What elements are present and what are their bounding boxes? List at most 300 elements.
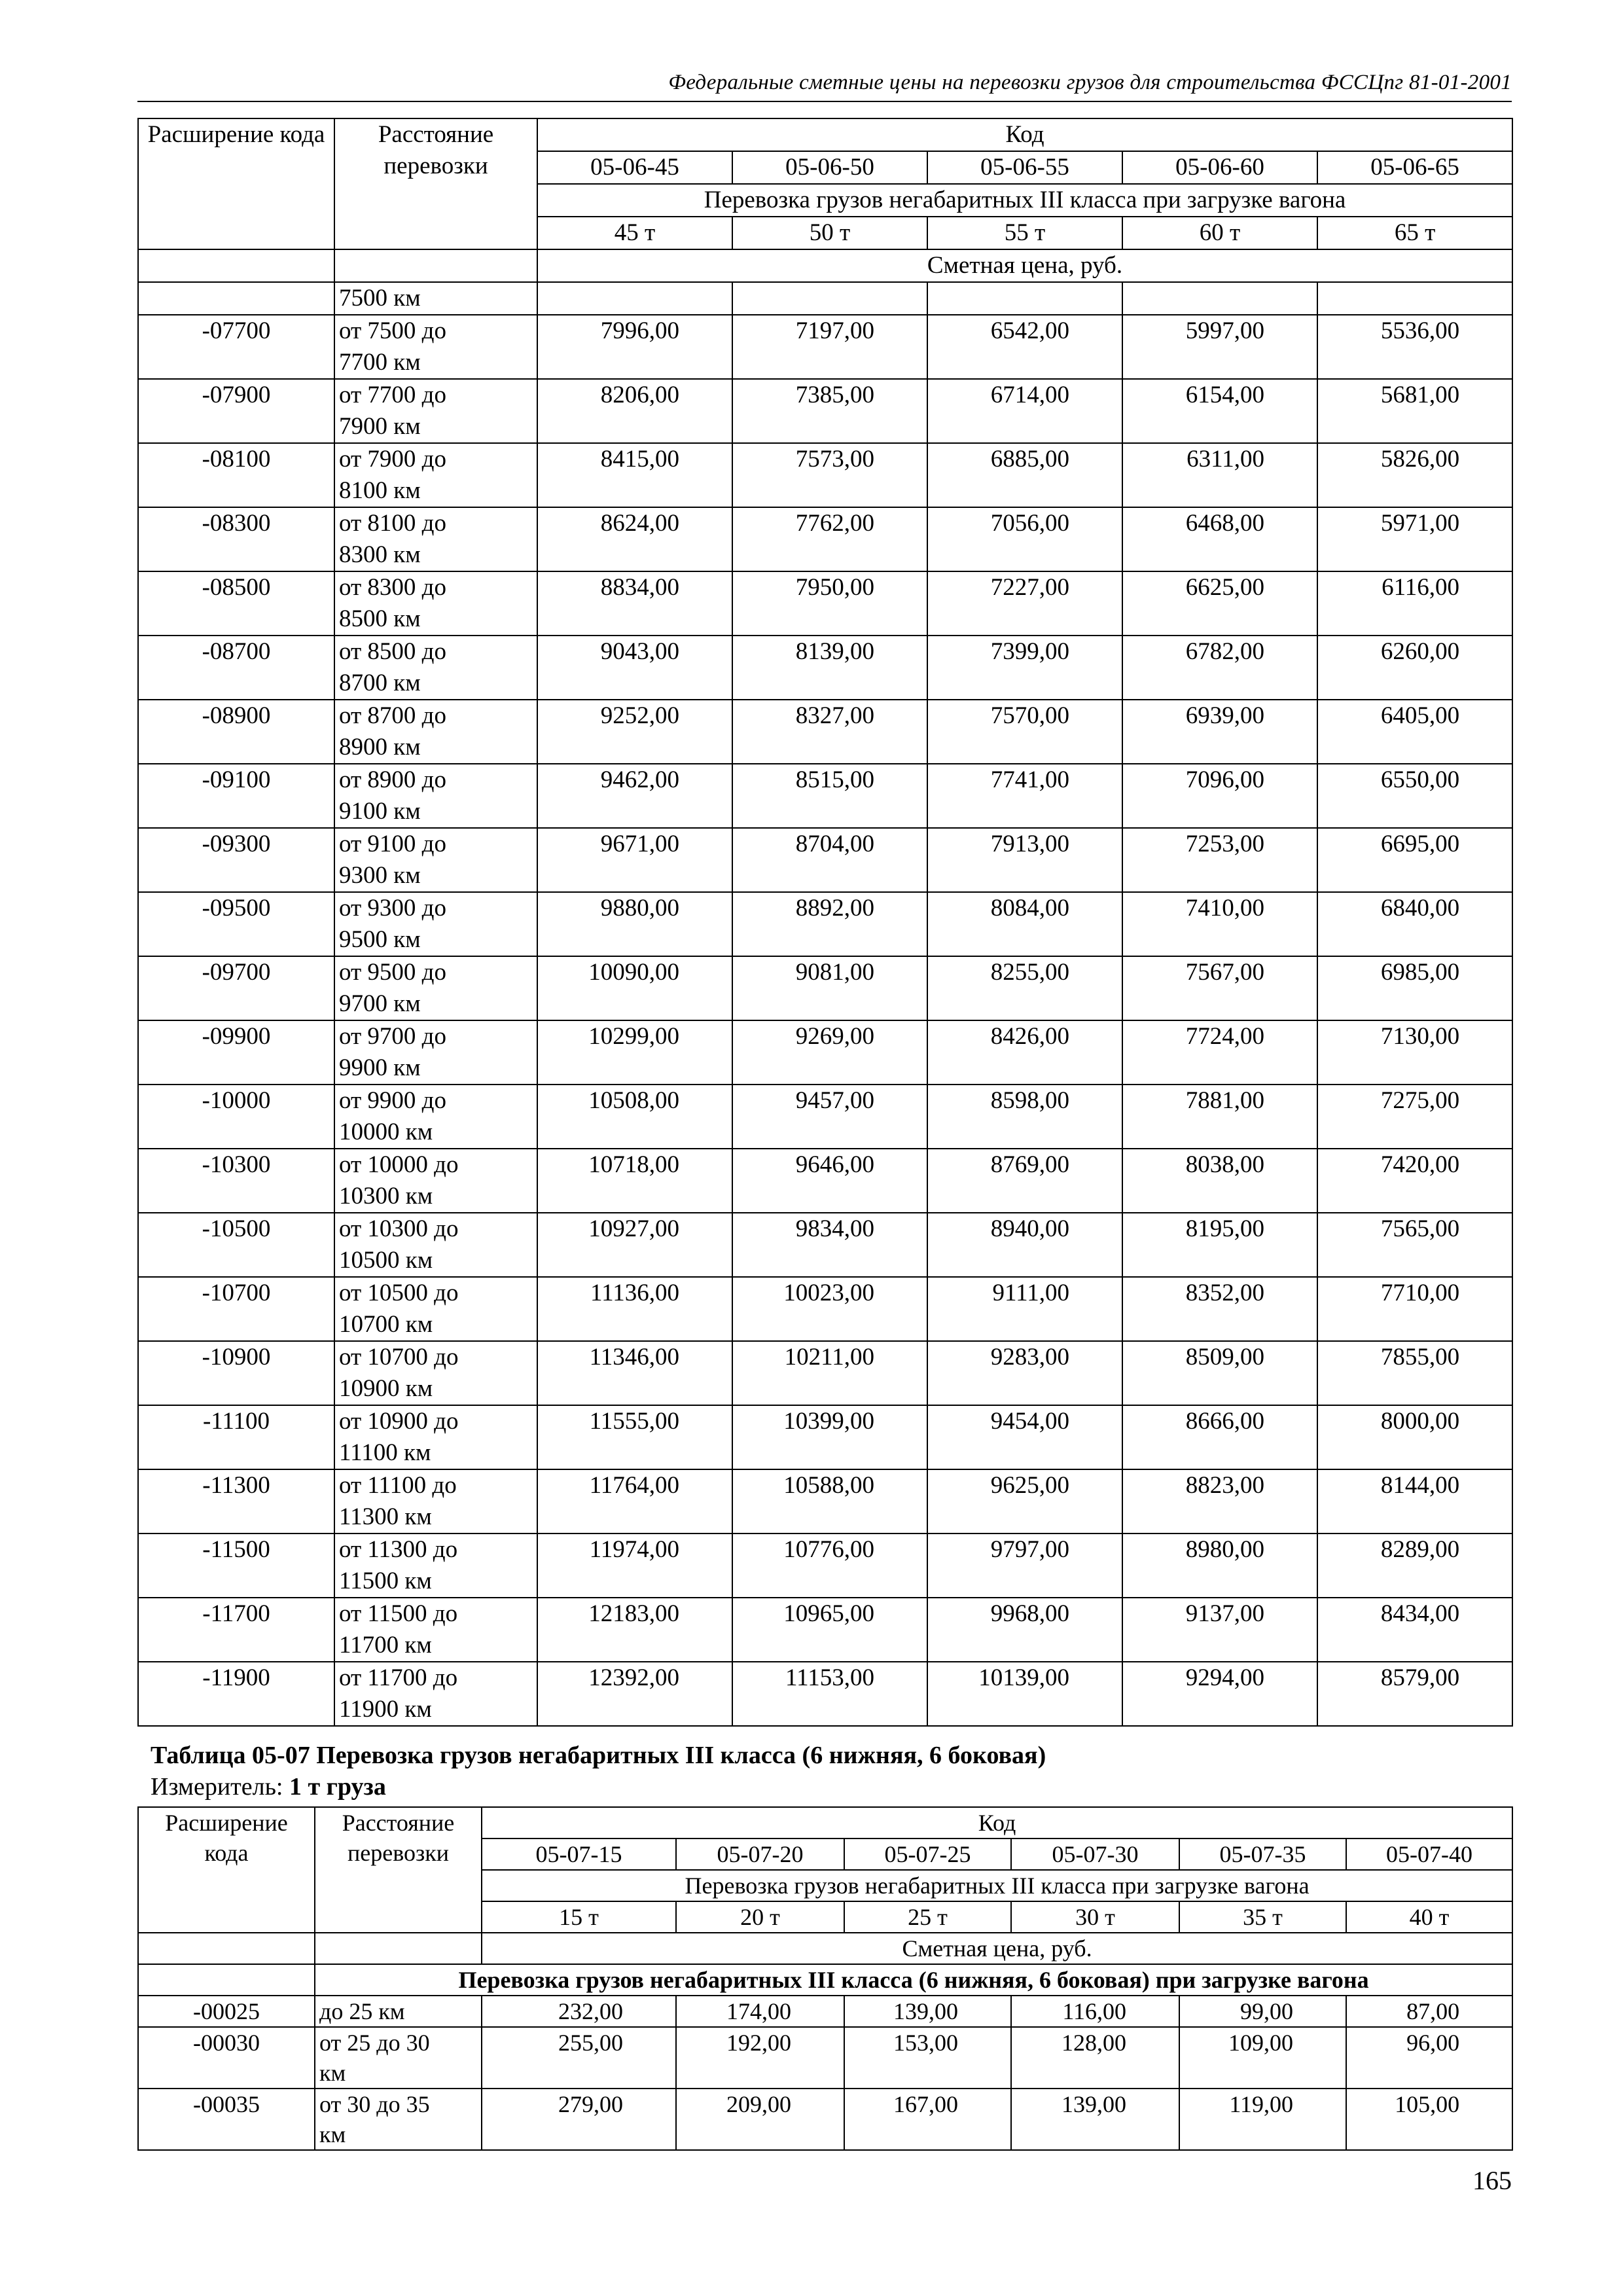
price-cell: 192,00 [676, 2027, 844, 2089]
price-cell: 7724,00 [1122, 1020, 1317, 1085]
price-cell: 7741,00 [927, 764, 1122, 828]
price-cell: 109,00 [1179, 2027, 1346, 2089]
price-cell: 10927,00 [537, 1213, 732, 1277]
measure-value: 1 т груза [289, 1773, 386, 1801]
price-cell: 6695,00 [1317, 828, 1512, 892]
col-header-code-extension: Расширение кода [138, 118, 334, 249]
empty-cell [138, 282, 334, 315]
price-cell: 8666,00 [1122, 1405, 1317, 1469]
price-cell: 8704,00 [732, 828, 927, 892]
empty-cell [315, 1933, 482, 1964]
table-row [138, 1213, 1512, 1277]
price-cell: 9625,00 [927, 1469, 1122, 1534]
distance-line-2: 8900 км [339, 734, 421, 761]
row-code: -08500 [138, 571, 334, 636]
price-cell: 7420,00 [1317, 1149, 1512, 1213]
distance-line-1: от 8100 до [339, 510, 447, 537]
distance-line-2: 11700 км [339, 1632, 432, 1659]
measure-label: Измеритель: [151, 1773, 289, 1801]
price-cell: 10023,00 [732, 1277, 927, 1341]
price-cell: 10139,00 [927, 1662, 1122, 1726]
distance-line-1: до 25 км [319, 1998, 405, 2024]
distance-line-1: от 8300 до [339, 574, 447, 601]
row-code: -00030 [138, 2027, 315, 2089]
price-cell: 7056,00 [927, 507, 1122, 571]
price-cell: 279,00 [482, 2089, 676, 2150]
price-cell: 8144,00 [1317, 1469, 1512, 1534]
distance-line-2: 8700 км [339, 670, 421, 696]
table-row [138, 315, 1512, 379]
row-distance [334, 1534, 537, 1598]
price-cell: 8195,00 [1122, 1213, 1317, 1277]
row-distance [334, 1469, 537, 1534]
table-row [138, 828, 1512, 892]
page-number: 165 [1472, 2166, 1512, 2195]
row-distance [334, 315, 537, 379]
price-cell: 11153,00 [732, 1662, 927, 1726]
tonnage-cell: 45 т [537, 217, 732, 249]
row-code: -11100 [138, 1405, 334, 1469]
price-cell: 6714,00 [927, 379, 1122, 443]
row-distance [315, 2027, 482, 2089]
code-cell: 05-07-40 [1346, 1839, 1512, 1870]
row-code: -10300 [138, 1149, 334, 1213]
price-cell: 8084,00 [927, 892, 1122, 956]
price-cell: 10508,00 [537, 1085, 732, 1149]
code-cell: 05-07-30 [1011, 1839, 1179, 1870]
price-cell: 6405,00 [1317, 700, 1512, 764]
distance-line-2: 10000 км [339, 1119, 433, 1145]
price-cell: 10211,00 [732, 1341, 927, 1405]
row-code: -08300 [138, 507, 334, 571]
row-code: -10900 [138, 1341, 334, 1405]
price-cell: 7855,00 [1317, 1341, 1512, 1405]
row-distance [334, 571, 537, 636]
table-row [138, 764, 1512, 828]
distance-line-1: от 30 до 35 [319, 2091, 430, 2117]
price-cell: 5681,00 [1317, 379, 1512, 443]
price-cell: 7570,00 [927, 700, 1122, 764]
table-row [138, 507, 1512, 571]
price-cell: 6625,00 [1122, 571, 1317, 636]
row-distance [334, 828, 537, 892]
tonnage-cell: 30 т [1011, 1901, 1179, 1933]
carry-over-distance: 7500 км [334, 282, 537, 315]
distance-line-1: от 10700 до [339, 1344, 459, 1371]
price-cell: 96,00 [1346, 2027, 1512, 2089]
price-cell: 8255,00 [927, 956, 1122, 1020]
tonnage-cell: 20 т [676, 1901, 844, 1933]
price-cell: 11974,00 [537, 1534, 732, 1598]
row-code: -09900 [138, 1020, 334, 1085]
table-row [138, 700, 1512, 764]
price-cell: 7130,00 [1317, 1020, 1512, 1085]
price-cell: 8624,00 [537, 507, 732, 571]
price-cell: 255,00 [482, 2027, 676, 2089]
price-cell: 8834,00 [537, 571, 732, 636]
price-cell: 8823,00 [1122, 1469, 1317, 1534]
row-distance [334, 1213, 537, 1277]
price-cell: 128,00 [1011, 2027, 1179, 2089]
price-cell: 5536,00 [1317, 315, 1512, 379]
price-cell: 6985,00 [1317, 956, 1512, 1020]
distance-line-2: 8500 км [339, 605, 421, 632]
table-row [138, 1598, 1512, 1662]
price-cell: 8415,00 [537, 443, 732, 507]
row-distance [334, 1020, 537, 1085]
price-cell: 8038,00 [1122, 1149, 1317, 1213]
tonnage-cell: 60 т [1122, 217, 1317, 249]
code-cell: 05-07-20 [676, 1839, 844, 1870]
price-cell: 8434,00 [1317, 1598, 1512, 1662]
price-cell: 7385,00 [732, 379, 927, 443]
row-distance [334, 636, 537, 700]
distance-line-2: 7700 км [339, 349, 421, 376]
code-cell: 05-07-25 [844, 1839, 1011, 1870]
price-cell: 11136,00 [537, 1277, 732, 1341]
price-cell: 5826,00 [1317, 443, 1512, 507]
distance-line-1: от 11700 до [339, 1664, 458, 1691]
row-distance [334, 892, 537, 956]
table-row [138, 443, 1512, 507]
distance-line-1: от 9500 до [339, 959, 447, 986]
price-cell: 209,00 [676, 2089, 844, 2150]
price-cell: 7227,00 [927, 571, 1122, 636]
price-cell: 9269,00 [732, 1020, 927, 1085]
price-cell: 8980,00 [1122, 1534, 1317, 1598]
price-cell: 8327,00 [732, 700, 927, 764]
row-code: -00035 [138, 2089, 315, 2150]
price-cell: 7567,00 [1122, 956, 1317, 1020]
empty-cell [138, 1964, 315, 1996]
price-cell: 10776,00 [732, 1534, 927, 1598]
price-cell: 8892,00 [732, 892, 927, 956]
header-rule [137, 101, 1512, 102]
empty-cell [1122, 282, 1317, 315]
table-05-07-title: Таблица 05-07 Перевозка грузов негабаритных III класса (6 нижняя, 6 боковая) [151, 1742, 1046, 1769]
price-cell: 232,00 [482, 1996, 676, 2027]
code-cell: 05-07-35 [1179, 1839, 1346, 1870]
price-cell: 7399,00 [927, 636, 1122, 700]
row-distance [315, 1996, 482, 2027]
price-cell: 139,00 [1011, 2089, 1179, 2150]
table-row [138, 571, 1512, 636]
price-cell: 6542,00 [927, 315, 1122, 379]
price-cell: 9880,00 [537, 892, 732, 956]
tonnage-cell: 15 т [482, 1901, 676, 1933]
price-cell: 8769,00 [927, 1149, 1122, 1213]
empty-cell [334, 249, 537, 282]
table-row [138, 379, 1512, 443]
table-row [138, 1277, 1512, 1341]
distance-line-2: 10700 км [339, 1311, 433, 1338]
distance-line-2: км [319, 2121, 346, 2147]
price-cell: 119,00 [1179, 2089, 1346, 2150]
tonnage-cell: 50 т [732, 217, 927, 249]
col-header-code-extension: Расширение кода [138, 1807, 315, 1933]
code-label: Код [537, 118, 1512, 151]
distance-line-2: 8300 км [339, 541, 421, 568]
code-cell: 05-06-65 [1317, 151, 1512, 184]
measure-line [151, 1771, 386, 1803]
section-title: Перевозка грузов негабаритных III класса (6 нижняя, 6 боковая) при загрузке вагона [315, 1964, 1512, 1996]
row-code: -11900 [138, 1662, 334, 1726]
price-cell: 10399,00 [732, 1405, 927, 1469]
price-cell: 9043,00 [537, 636, 732, 700]
table-row [138, 2027, 1512, 2089]
price-cell: 7762,00 [732, 507, 927, 571]
row-code: -08700 [138, 636, 334, 700]
distance-line-2: 9700 км [339, 990, 421, 1017]
price-cell: 10718,00 [537, 1149, 732, 1213]
distance-line-2: км [319, 2060, 346, 2086]
row-code: -08900 [138, 700, 334, 764]
table-row [138, 636, 1512, 700]
row-code: -10700 [138, 1277, 334, 1341]
price-cell: 8289,00 [1317, 1534, 1512, 1598]
row-distance [334, 1598, 537, 1662]
price-cell: 9283,00 [927, 1341, 1122, 1405]
price-cell: 6840,00 [1317, 892, 1512, 956]
price-cell: 9454,00 [927, 1405, 1122, 1469]
row-code: -09100 [138, 764, 334, 828]
row-code: -00025 [138, 1996, 315, 2027]
price-table-05-06 [137, 118, 1513, 1727]
row-code: -07900 [138, 379, 334, 443]
price-cell: 9294,00 [1122, 1662, 1317, 1726]
price-cell: 8579,00 [1317, 1662, 1512, 1726]
price-cell: 9252,00 [537, 700, 732, 764]
price-cell: 8515,00 [732, 764, 927, 828]
price-cell: 174,00 [676, 1996, 844, 2027]
row-distance [334, 379, 537, 443]
price-cell: 9797,00 [927, 1534, 1122, 1598]
distance-line-1: от 10500 до [339, 1280, 459, 1306]
code-cell: 05-06-50 [732, 151, 927, 184]
price-cell: 139,00 [844, 1996, 1011, 2027]
table-row [138, 892, 1512, 956]
row-code: -11500 [138, 1534, 334, 1598]
distance-line-1: от 8900 до [339, 766, 447, 793]
row-distance [315, 2089, 482, 2150]
distance-line-2: 11900 км [339, 1696, 432, 1723]
price-cell: 7197,00 [732, 315, 927, 379]
tonnage-cell: 40 т [1346, 1901, 1512, 1933]
price-cell: 12183,00 [537, 1598, 732, 1662]
price-cell: 10588,00 [732, 1469, 927, 1534]
distance-line-1: от 25 до 30 [319, 2030, 430, 2056]
price-cell: 7996,00 [537, 315, 732, 379]
distance-line-2: 9900 км [339, 1054, 421, 1081]
row-code: -08100 [138, 443, 334, 507]
price-cell: 5971,00 [1317, 507, 1512, 571]
code-cell: 05-06-60 [1122, 151, 1317, 184]
price-cell: 6885,00 [927, 443, 1122, 507]
row-code: -07700 [138, 315, 334, 379]
distance-line-1: от 9100 до [339, 831, 447, 857]
price-cell: 7710,00 [1317, 1277, 1512, 1341]
price-cell: 12392,00 [537, 1662, 732, 1726]
distance-line-2: 8100 км [339, 477, 421, 504]
code-cell: 05-06-55 [927, 151, 1122, 184]
price-cell: 5997,00 [1122, 315, 1317, 379]
price-cell: 6116,00 [1317, 571, 1512, 636]
tonnage-cell: 35 т [1179, 1901, 1346, 1933]
row-code: -11300 [138, 1469, 334, 1534]
table-row [138, 1341, 1512, 1405]
code-label: Код [482, 1807, 1512, 1839]
col-header-distance: Расстояние перевозки [334, 118, 537, 249]
distance-line-1: от 11100 до [339, 1472, 457, 1499]
price-cell: 10965,00 [732, 1598, 927, 1662]
price-cell: 6468,00 [1122, 507, 1317, 571]
distance-line-1: от 7500 до [339, 317, 447, 344]
price-cell: 7253,00 [1122, 828, 1317, 892]
price-cell: 6154,00 [1122, 379, 1317, 443]
distance-line-2: 10500 км [339, 1247, 433, 1274]
price-cell: 10090,00 [537, 956, 732, 1020]
distance-line-1: от 9700 до [339, 1023, 447, 1050]
price-cell: 7275,00 [1317, 1085, 1512, 1149]
row-distance [334, 1662, 537, 1726]
row-code: -11700 [138, 1598, 334, 1662]
table-row [138, 2089, 1512, 2150]
price-cell: 9137,00 [1122, 1598, 1317, 1662]
price-cell: 8940,00 [927, 1213, 1122, 1277]
table-row [138, 1085, 1512, 1149]
price-cell: 8352,00 [1122, 1277, 1317, 1341]
row-distance [334, 956, 537, 1020]
row-distance [334, 1277, 537, 1341]
price-cell: 9671,00 [537, 828, 732, 892]
running-header: Федеральные сметные цены на перевозки грузов для строительства ФССЦпг 81-01-2001 [668, 71, 1512, 94]
price-cell: 6311,00 [1122, 443, 1317, 507]
table-row [138, 1534, 1512, 1598]
price-cell: 6260,00 [1317, 636, 1512, 700]
price-cell: 7913,00 [927, 828, 1122, 892]
price-cell: 105,00 [1346, 2089, 1512, 2150]
row-distance [334, 1085, 537, 1149]
row-distance [334, 443, 537, 507]
price-cell: 116,00 [1011, 1996, 1179, 2027]
price-cell: 7096,00 [1122, 764, 1317, 828]
distance-line-1: от 8700 до [339, 702, 447, 729]
distance-line-2: 9100 км [339, 798, 421, 825]
price-cell: 8206,00 [537, 379, 732, 443]
row-code: -09300 [138, 828, 334, 892]
distance-line-1: от 10000 до [339, 1151, 459, 1178]
table-row [138, 1149, 1512, 1213]
price-table-05-07 [137, 1806, 1513, 2151]
row-distance [334, 1149, 537, 1213]
price-cell: 9968,00 [927, 1598, 1122, 1662]
price-cell: 7565,00 [1317, 1213, 1512, 1277]
price-cell: 9081,00 [732, 956, 927, 1020]
table-row [138, 956, 1512, 1020]
distance-line-1: от 10300 до [339, 1215, 459, 1242]
price-cell: 6550,00 [1317, 764, 1512, 828]
price-cell: 9834,00 [732, 1213, 927, 1277]
price-cell: 10299,00 [537, 1020, 732, 1085]
distance-line-1: от 8500 до [339, 638, 447, 665]
price-cell: 9646,00 [732, 1149, 927, 1213]
distance-line-2: 9300 км [339, 862, 421, 889]
price-cell: 11346,00 [537, 1341, 732, 1405]
table-row [138, 1405, 1512, 1469]
price-cell: 9457,00 [732, 1085, 927, 1149]
tonnage-cell: 25 т [844, 1901, 1011, 1933]
row-code: -09700 [138, 956, 334, 1020]
distance-line-1: от 7700 до [339, 382, 447, 408]
row-code: -10500 [138, 1213, 334, 1277]
distance-line-2: 10900 км [339, 1375, 433, 1402]
distance-line-1: от 10900 до [339, 1408, 459, 1435]
price-cell: 8139,00 [732, 636, 927, 700]
empty-cell [732, 282, 927, 315]
distance-line-2: 11300 км [339, 1503, 432, 1530]
cargo-description: Перевозка грузов негабаритных III класса при загрузке вагона [537, 184, 1512, 217]
tonnage-cell: 55 т [927, 217, 1122, 249]
table-row [138, 1662, 1512, 1726]
distance-line-1: от 7900 до [339, 446, 447, 473]
distance-line-1: от 9300 до [339, 895, 447, 922]
row-distance [334, 700, 537, 764]
col-header-distance: Расстояние перевозки [315, 1807, 482, 1933]
price-cell: 7573,00 [732, 443, 927, 507]
row-code: -09500 [138, 892, 334, 956]
price-cell: 8000,00 [1317, 1405, 1512, 1469]
row-distance [334, 507, 537, 571]
empty-cell [1317, 282, 1512, 315]
empty-cell [927, 282, 1122, 315]
row-code: -10000 [138, 1085, 334, 1149]
distance-line-2: 11500 км [339, 1568, 432, 1594]
price-cell: 7410,00 [1122, 892, 1317, 956]
distance-line-2: 11100 км [339, 1439, 431, 1466]
table-row [138, 1996, 1512, 2027]
price-cell: 11555,00 [537, 1405, 732, 1469]
table-row [138, 1469, 1512, 1534]
price-cell: 7950,00 [732, 571, 927, 636]
distance-line-2: 10300 км [339, 1183, 433, 1210]
distance-line-1: от 9900 до [339, 1087, 447, 1114]
row-distance [334, 1341, 537, 1405]
row-distance [334, 764, 537, 828]
price-label: Сметная цена, руб. [482, 1933, 1512, 1964]
price-cell: 6782,00 [1122, 636, 1317, 700]
price-cell: 8426,00 [927, 1020, 1122, 1085]
price-cell: 6939,00 [1122, 700, 1317, 764]
tonnage-cell: 65 т [1317, 217, 1512, 249]
price-cell: 9462,00 [537, 764, 732, 828]
price-cell: 8598,00 [927, 1085, 1122, 1149]
table-row [138, 1020, 1512, 1085]
code-cell: 05-06-45 [537, 151, 732, 184]
price-cell: 153,00 [844, 2027, 1011, 2089]
empty-cell [537, 282, 732, 315]
price-cell: 99,00 [1179, 1996, 1346, 2027]
distance-line-2: 7900 км [339, 413, 421, 440]
code-cell: 05-07-15 [482, 1839, 676, 1870]
row-distance [334, 1405, 537, 1469]
price-cell: 167,00 [844, 2089, 1011, 2150]
distance-line-1: от 11300 до [339, 1536, 458, 1563]
cargo-description: Перевозка грузов негабаритных III класса при загрузке вагона [482, 1870, 1512, 1901]
empty-cell [138, 1933, 315, 1964]
price-label: Сметная цена, руб. [537, 249, 1512, 282]
empty-cell [138, 249, 334, 282]
price-cell: 9111,00 [927, 1277, 1122, 1341]
